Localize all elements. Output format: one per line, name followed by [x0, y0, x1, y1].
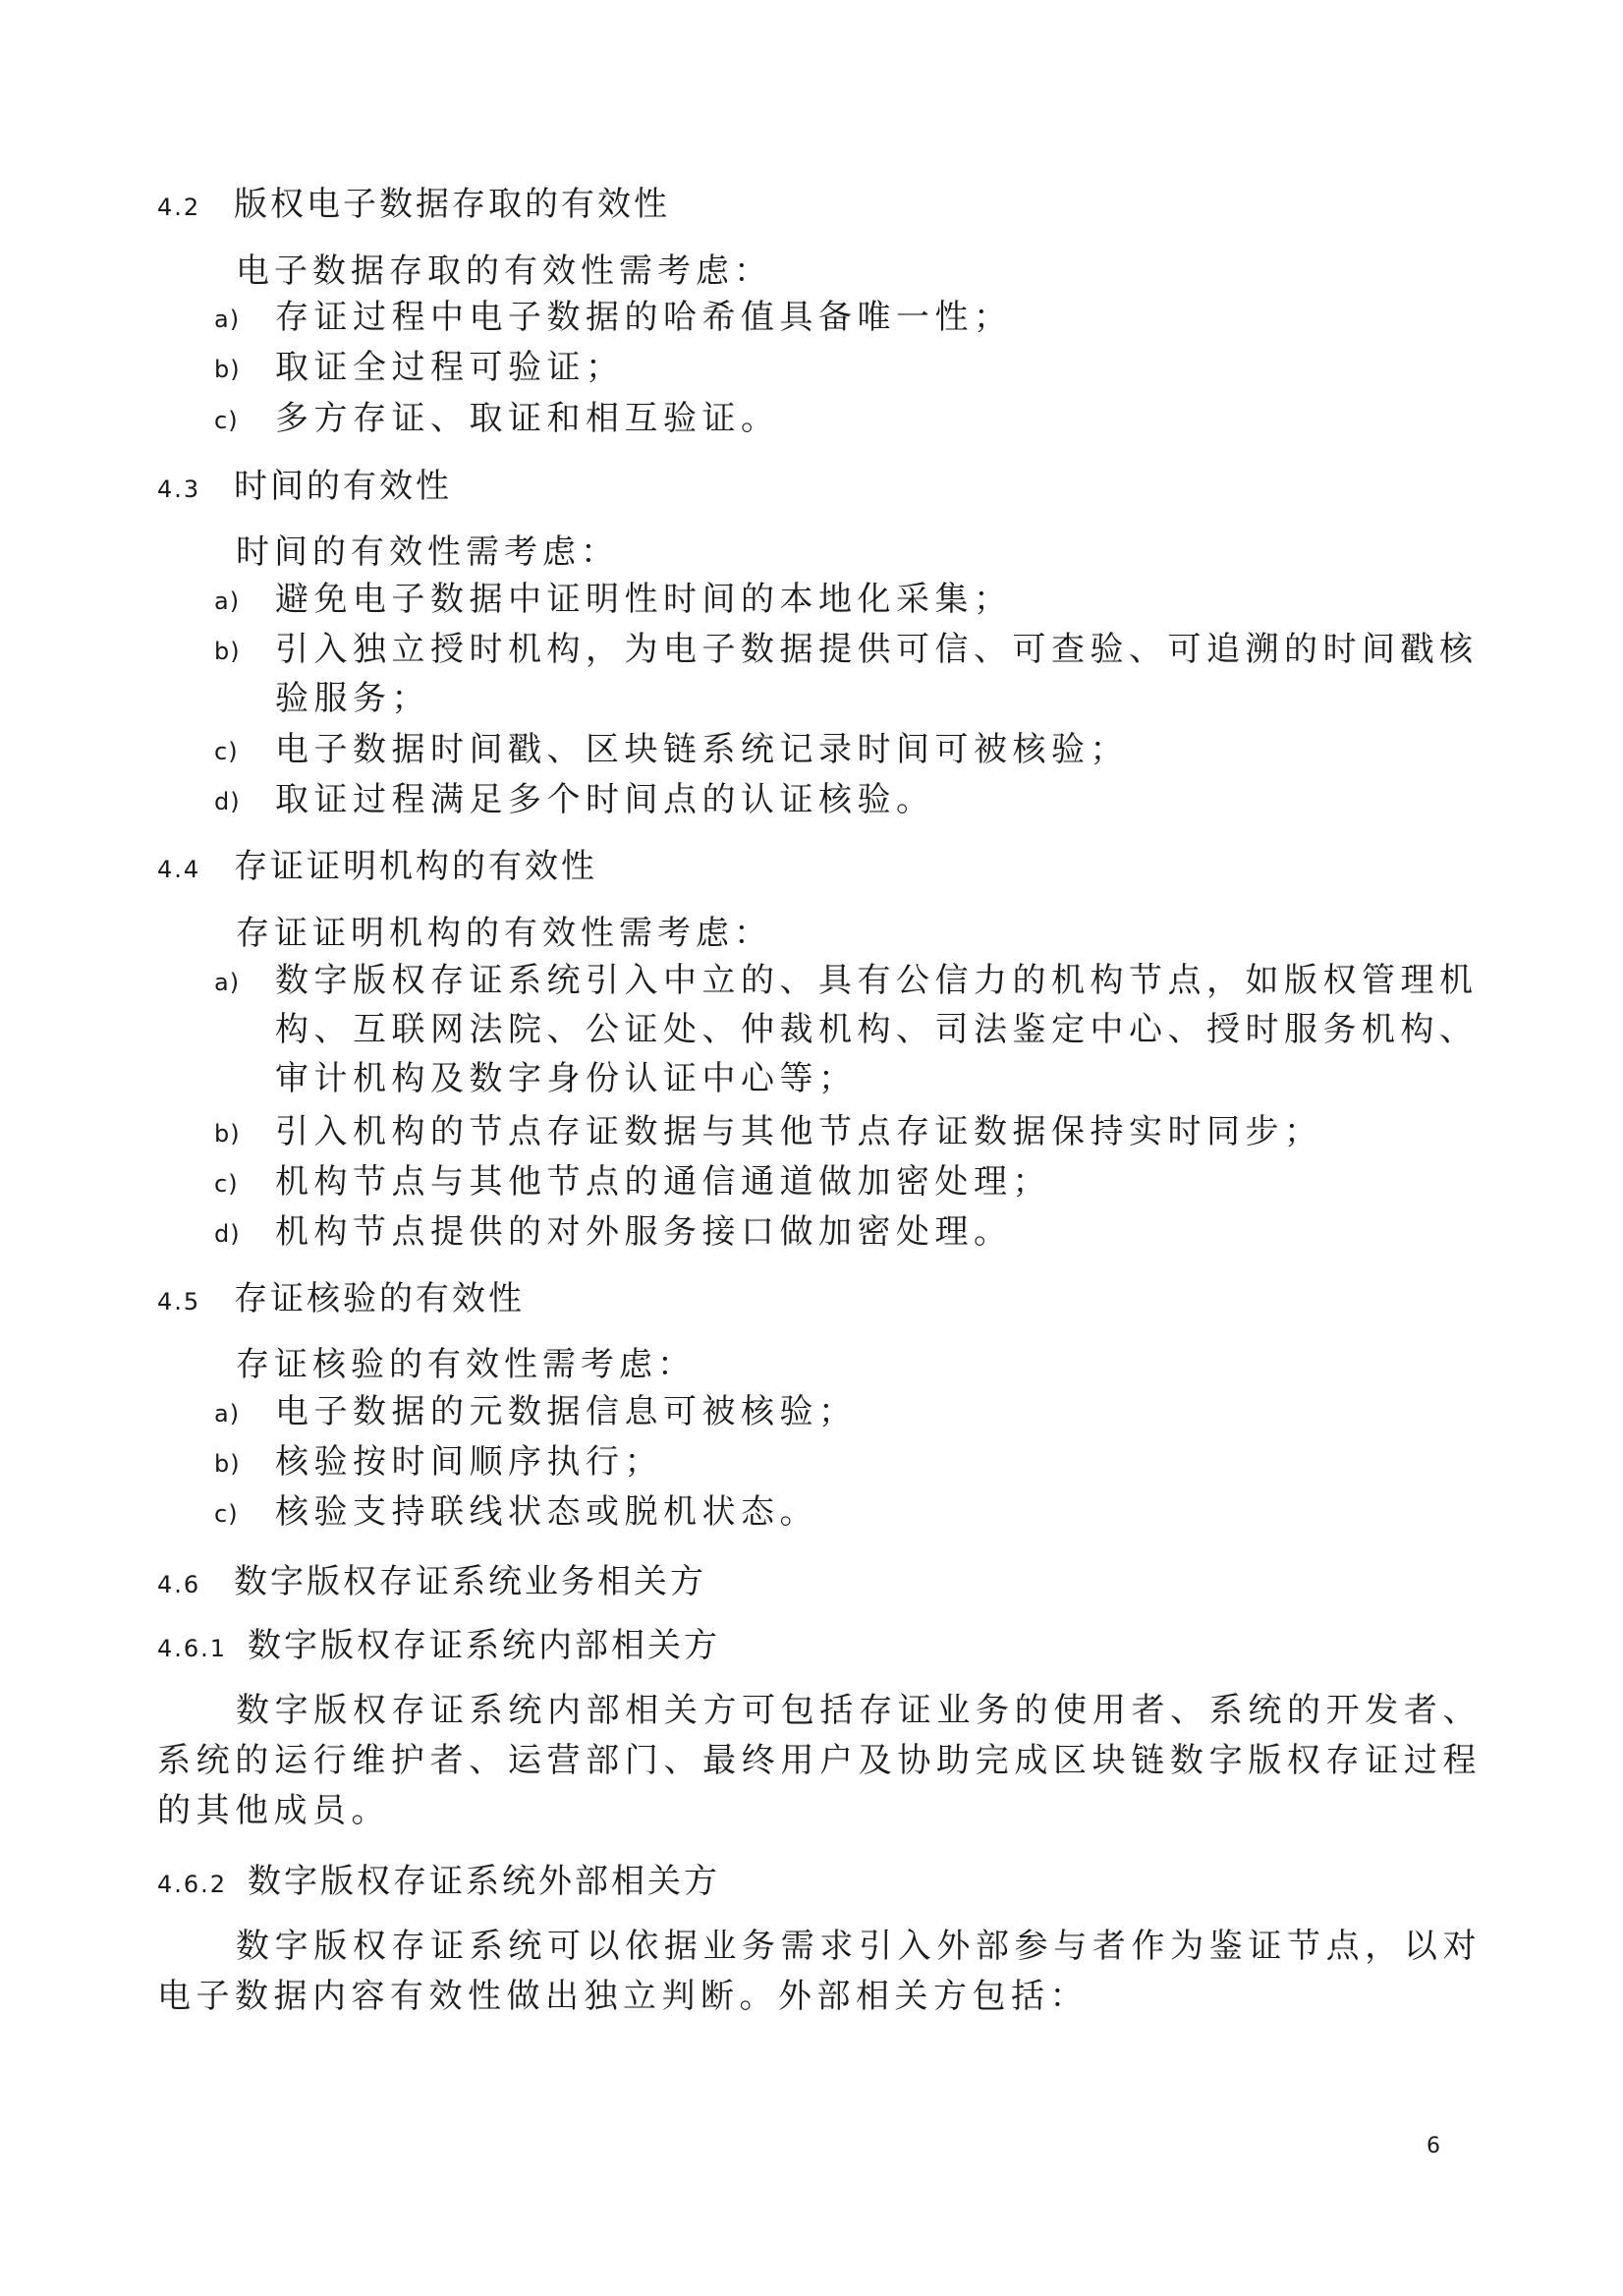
subsection-number: 4.6.1 — [157, 1635, 228, 1662]
list-item-text: 避免电子数据中证明性时间的本地化采集； — [275, 580, 1013, 619]
list-marker: a) — [214, 306, 241, 333]
section-intro: 存证证明机构的有效性需考虑： — [236, 914, 772, 953]
section-heading-4-4 — [157, 847, 597, 889]
list-marker: b) — [214, 1450, 241, 1478]
list-item-text: 电子数据时间戳、区块链系统记录时间可被核验； — [275, 730, 1129, 769]
list-marker: a) — [214, 588, 241, 615]
list-item-text: 多方存证、取证和相互验证。 — [275, 399, 780, 438]
list-item-text: 引入独立授时机构，为电子数据提供可信、可查验、可追溯的时间戳核验服务； — [275, 630, 1479, 718]
list-item-text: 数字版权存证系统引入中立的、具有公信力的机构节点，如版权管理机构、互联网法院、公证处、仲裁机构、司法鉴定中心、授时服务机构、审计机构及数字身份认证中心等； — [275, 961, 1479, 1098]
list-marker: c) — [214, 1170, 239, 1198]
subsection-title: 数字版权存证系统内部相关方 — [248, 1626, 720, 1665]
page-number: 6 — [1427, 2134, 1440, 2158]
list-marker: a) — [214, 969, 241, 996]
list-item — [214, 293, 1482, 342]
list-marker: c) — [214, 1500, 239, 1528]
list-item — [214, 725, 1482, 774]
list-item — [214, 956, 1482, 1103]
subsection-heading-4-6-1 — [157, 1626, 720, 1668]
list-marker: d) — [214, 788, 241, 815]
section-number: 4.4 — [157, 856, 201, 883]
list-item — [214, 343, 1482, 392]
section-intro: 电子数据存取的有效性需考虑： — [236, 252, 772, 291]
list-item — [214, 1107, 1482, 1156]
section-title: 存证核验的有效性 — [234, 1279, 525, 1318]
body-paragraph: 数字版权存证系统可以依据业务需求引入外部参与者作为鉴证节点，以对电子数据内容有效性做出独立判断。外部相关方包括： — [157, 1927, 1482, 2016]
section-number: 4.2 — [157, 194, 201, 221]
section-number: 4.3 — [157, 476, 201, 503]
list-item — [214, 1207, 1482, 1257]
list-marker: d) — [214, 1220, 241, 1248]
subsection-number: 4.6.2 — [157, 1871, 228, 1898]
subsection-title: 数字版权存证系统外部相关方 — [248, 1862, 720, 1901]
body-paragraph: 数字版权存证系统内部相关方可包括存证业务的使用者、系统的开发者、系统的运行维护者、运营部门、最终用户及协助完成区块链数字版权存证过程的其他成员。 — [157, 1691, 1482, 1830]
section-heading-4-3 — [157, 467, 452, 509]
list-item — [214, 575, 1482, 624]
section-number: 4.6 — [157, 1571, 201, 1598]
list-item — [214, 1157, 1482, 1206]
list-item — [214, 1487, 1482, 1537]
section-heading-4-2 — [157, 185, 670, 227]
list-marker: a) — [214, 1400, 241, 1428]
list-marker: c) — [214, 738, 239, 765]
section-title: 版权电子数据存取的有效性 — [234, 185, 670, 224]
list-item-text: 机构节点提供的对外服务接口做加密处理。 — [275, 1212, 1013, 1252]
list-item-text: 核验支持联线状态或脱机状态。 — [275, 1492, 818, 1532]
list-item — [214, 1437, 1482, 1486]
list-item-text: 取证全过程可验证； — [275, 348, 625, 387]
list-item — [214, 394, 1482, 443]
list-item-text: 机构节点与其他节点的通信通道做加密处理； — [275, 1162, 1051, 1202]
list-marker: b) — [214, 356, 241, 383]
list-item-text: 取证过程满足多个时间点的认证核验。 — [275, 780, 935, 819]
list-marker: b) — [214, 638, 241, 665]
list-item-text: 电子数据的元数据信息可被核验； — [275, 1392, 858, 1431]
subsection-heading-4-6-2 — [157, 1862, 720, 1904]
section-heading-4-5 — [157, 1279, 525, 1321]
section-heading-4-6 — [157, 1562, 706, 1604]
list-marker: c) — [214, 407, 239, 434]
list-item-text: 核验按时间顺序执行； — [275, 1442, 663, 1482]
list-item-text: 存证过程中电子数据的哈希值具备唯一性； — [275, 298, 1013, 337]
section-number: 4.5 — [157, 1288, 201, 1316]
list-marker: b) — [214, 1120, 241, 1148]
section-intro: 时间的有效性需考虑： — [236, 532, 619, 572]
section-title: 时间的有效性 — [234, 467, 452, 506]
list-item-text: 引入机构的节点存证数据与其他节点存证数据保持实时同步； — [275, 1112, 1323, 1151]
list-item — [214, 775, 1482, 824]
section-title: 数字版权存证系统业务相关方 — [234, 1562, 706, 1601]
section-intro: 存证核验的有效性需考虑： — [236, 1345, 696, 1384]
list-item — [214, 1387, 1482, 1436]
section-title: 存证证明机构的有效性 — [234, 847, 597, 886]
list-item — [214, 625, 1482, 723]
